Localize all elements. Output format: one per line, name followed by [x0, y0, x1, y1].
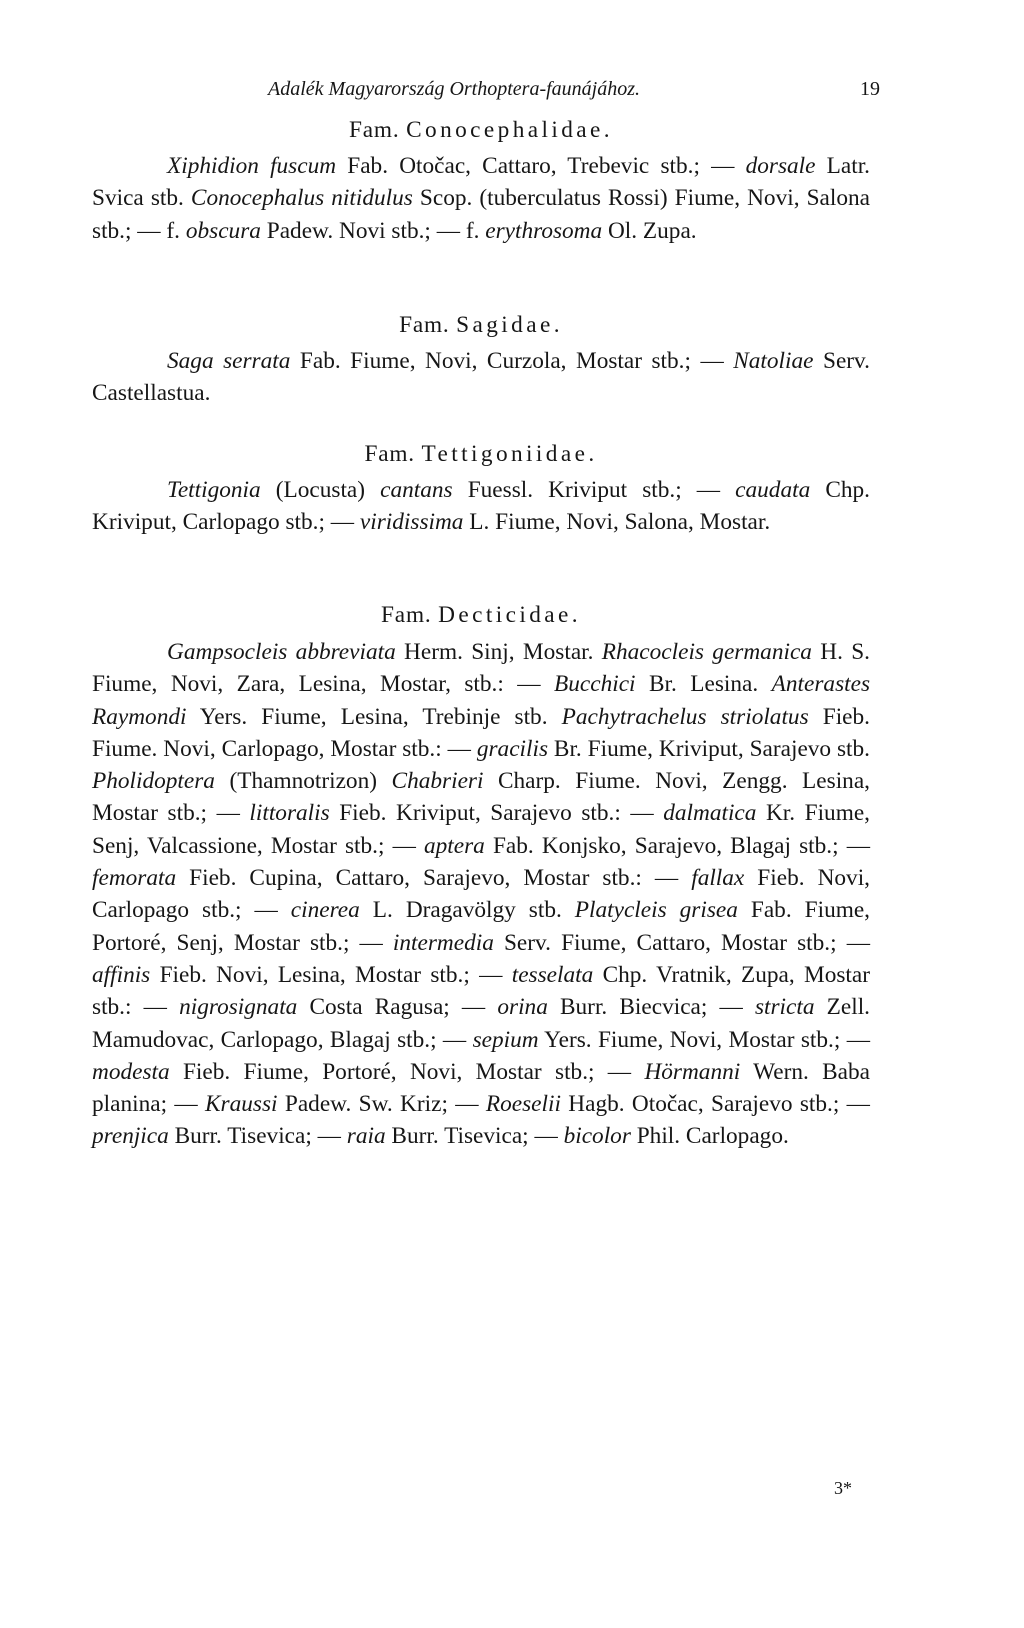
running-header	[88, 78, 880, 112]
family-heading-decticidae	[92, 599, 870, 631]
signature-mark: 3*	[834, 1478, 852, 1498]
family-label: Fam.	[364, 441, 415, 467]
family-label: Fam.	[349, 117, 400, 143]
paragraph-tettigoniidae: Tettigonia (Locusta) cantans Fuessl. Kriviput stb.; — caudata Chp. Kriviput, Carlopago stb.; — viridissima L. Fiume, Novi, Salona, Mostar.	[92, 477, 870, 536]
page-number: 19	[860, 78, 880, 100]
family-label: Fam.	[381, 602, 432, 628]
paragraph-decticidae: Gampsocleis abbreviata Herm. Sinj, Mostar. Rhacocleis germanica H. S. Fiume, Novi, Zara, Lesina, Mostar, stb.: — Bucchici Br. Lesina. Anterastes Raymondi Yers. Fiume, Lesina, Trebinje stb. Pachytrachelus striolatus Fieb. Fiume. Novi, Carlopago, Mostar stb.: — gracilis Br. Fiume, Kriviput, Sarajevo stb. Pholidoptera (Thamnotrizon) Chabrieri Charp. Fiume. Novi, Zengg. Lesina, Mostar stb.; — littoralis Fieb. Kriviput, Sarajevo stb.: — dalmatica Kr. Fiume, Senj, Valcassione, Mostar stb.; — aptera Fab. Konjsko, Sarajevo, Blagaj stb.; — femorata Fieb. Cupina, Cattaro, Sarajevo, Mostar stb.: — fallax Fieb. Novi, Carlopago stb.; — cinerea L. Dragavölgy stb. Platycleis grisea Fab. Fiume, Portoré, Senj, Mostar stb.; — intermedia Serv. Fiume, Cattaro, Mostar stb.; — affinis Fieb. Novi, Lesina, Mostar stb.; — tesselata Chp. Vratnik, Zupa, Mostar stb.: — nigrosignata Costa Ragusa; — orina Burr. Biecvica; — stricta Zell. Mamudovac, Carlopago, Blagaj stb.; — sepium Yers. Fiume, Novi, Mostar stb.; — modesta Fieb. Fiume, Portoré, Novi, Mostar stb.; — Hörmanni Wern. Baba planina; — Kraussi Padew. Sw. Kriz; — Roeselii Hagb. Otočac, Sarajevo stb.; — prenjica Burr. Tisevica; — raia Burr. Tisevica; — bicolor Phil. Carlopago.	[92, 639, 871, 1150]
paragraph-conocephalidae: Xiphidion fuscum Fab. Otočac, Cattaro, Trebevic stb.; — dorsale Latr. Svica stb. Conocephalus nitidulus Scop. (tuberculatus Rossi) Fiume, Novi, Salona stb.; — f. obscura Padew. Novi stb.; — f. erythrosoma Ol. Zupa.	[92, 153, 870, 244]
family-heading-tettigoniidae	[92, 438, 870, 470]
family-name: Tettigoniidae.	[421, 441, 598, 467]
family-heading-conocephalidae	[92, 114, 870, 146]
family-name: Decticidae.	[438, 602, 581, 628]
family-name: Conocephalidae.	[406, 117, 613, 143]
paragraph-sagidae: Saga serrata Fab. Fiume, Novi, Curzola, Mostar stb.; — Natoliae Serv. Castellastua.	[92, 348, 871, 407]
running-title: Adalék Magyarország Orthoptera-faunájához.	[268, 78, 641, 100]
family-heading-sagidae	[92, 309, 870, 341]
family-label: Fam.	[399, 312, 450, 338]
family-name: Sagidae.	[456, 312, 563, 338]
